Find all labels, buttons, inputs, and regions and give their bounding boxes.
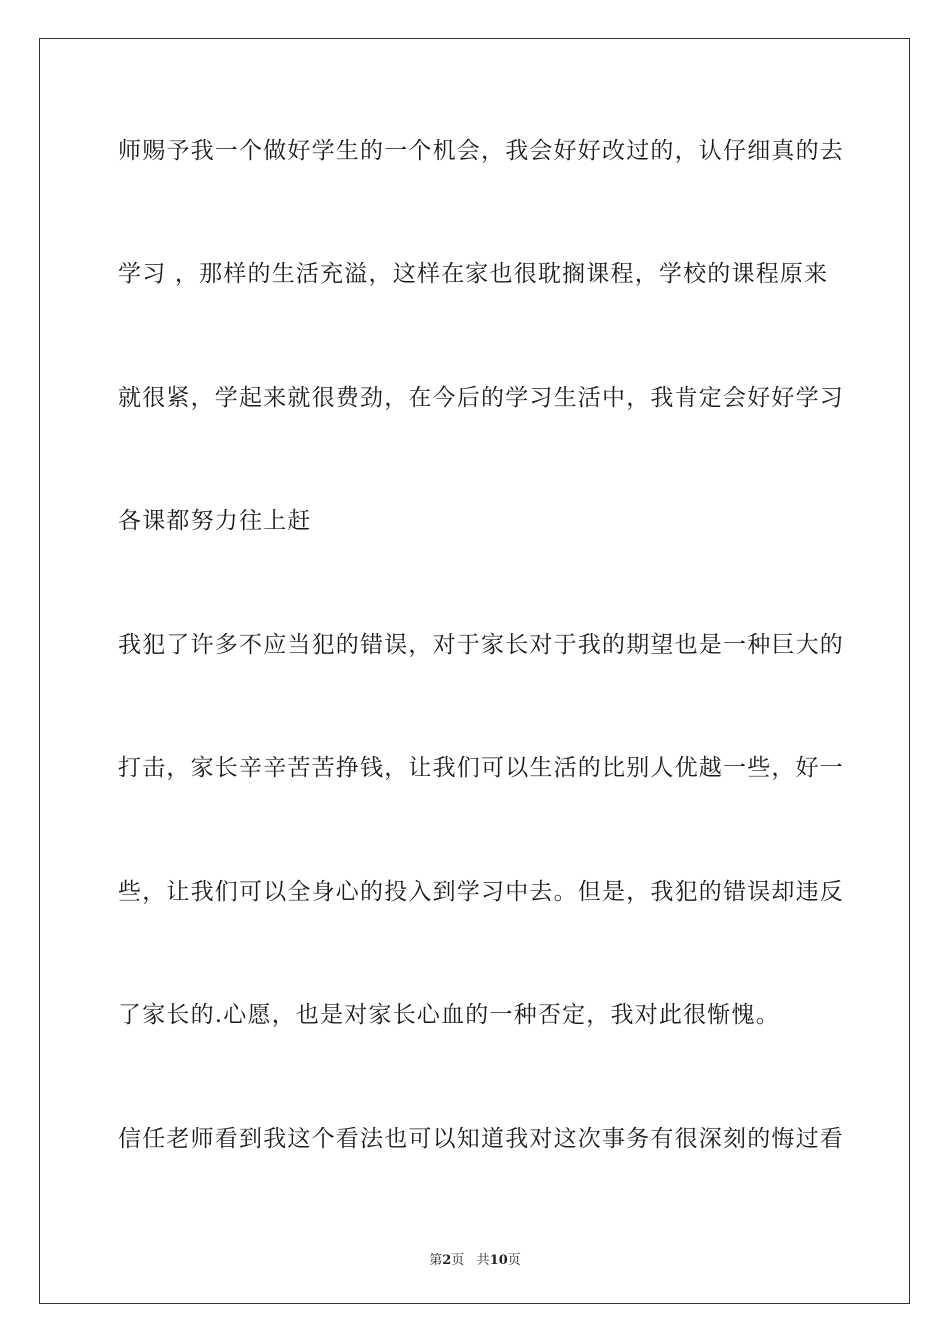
paragraph-line: 各课都努力往上赶 xyxy=(118,508,312,534)
paragraph-line: 学习 ，那样的生活充溢，这样在家也很耽搁课程，学校的课程原来 xyxy=(118,261,829,287)
paragraph-line: 就很紧，学起来就很费劲，在今后的学习生活中，我肯定会好好学习 xyxy=(118,385,844,411)
total-pages: 10 xyxy=(489,1253,508,1268)
paragraph-line: 信任老师看到我这个看法也可以知道我对这次事务有很深刻的悔过看 xyxy=(118,1126,844,1152)
total-prefix: 共 xyxy=(476,1253,490,1268)
paragraph-line: 我犯了许多不应当犯的错误，对于家长对于我的期望也是一种巨大的 xyxy=(118,632,844,658)
paragraph-line: 师赐予我一个做好学生的一个机会，我会好好改过的，认仔细真的去 xyxy=(118,138,844,164)
paragraph-line: 些，让我们可以全身心的投入到学习中去。但是，我犯的错误却违反 xyxy=(118,879,844,905)
total-suffix: 页 xyxy=(507,1253,521,1268)
page-border xyxy=(39,38,910,1304)
paragraph-line: 打击，家长辛辛苦苦挣钱，让我们可以生活的比别人优越一些，好一 xyxy=(118,755,844,781)
page-footer xyxy=(0,1249,950,1268)
page-number: 2 xyxy=(442,1253,452,1268)
page-suffix: 页 xyxy=(451,1253,465,1268)
page-prefix: 第 xyxy=(429,1253,443,1268)
paragraph-line: 了家长的.心愿，也是对家长心血的一种否定，我对此很惭愧。 xyxy=(118,1002,780,1028)
